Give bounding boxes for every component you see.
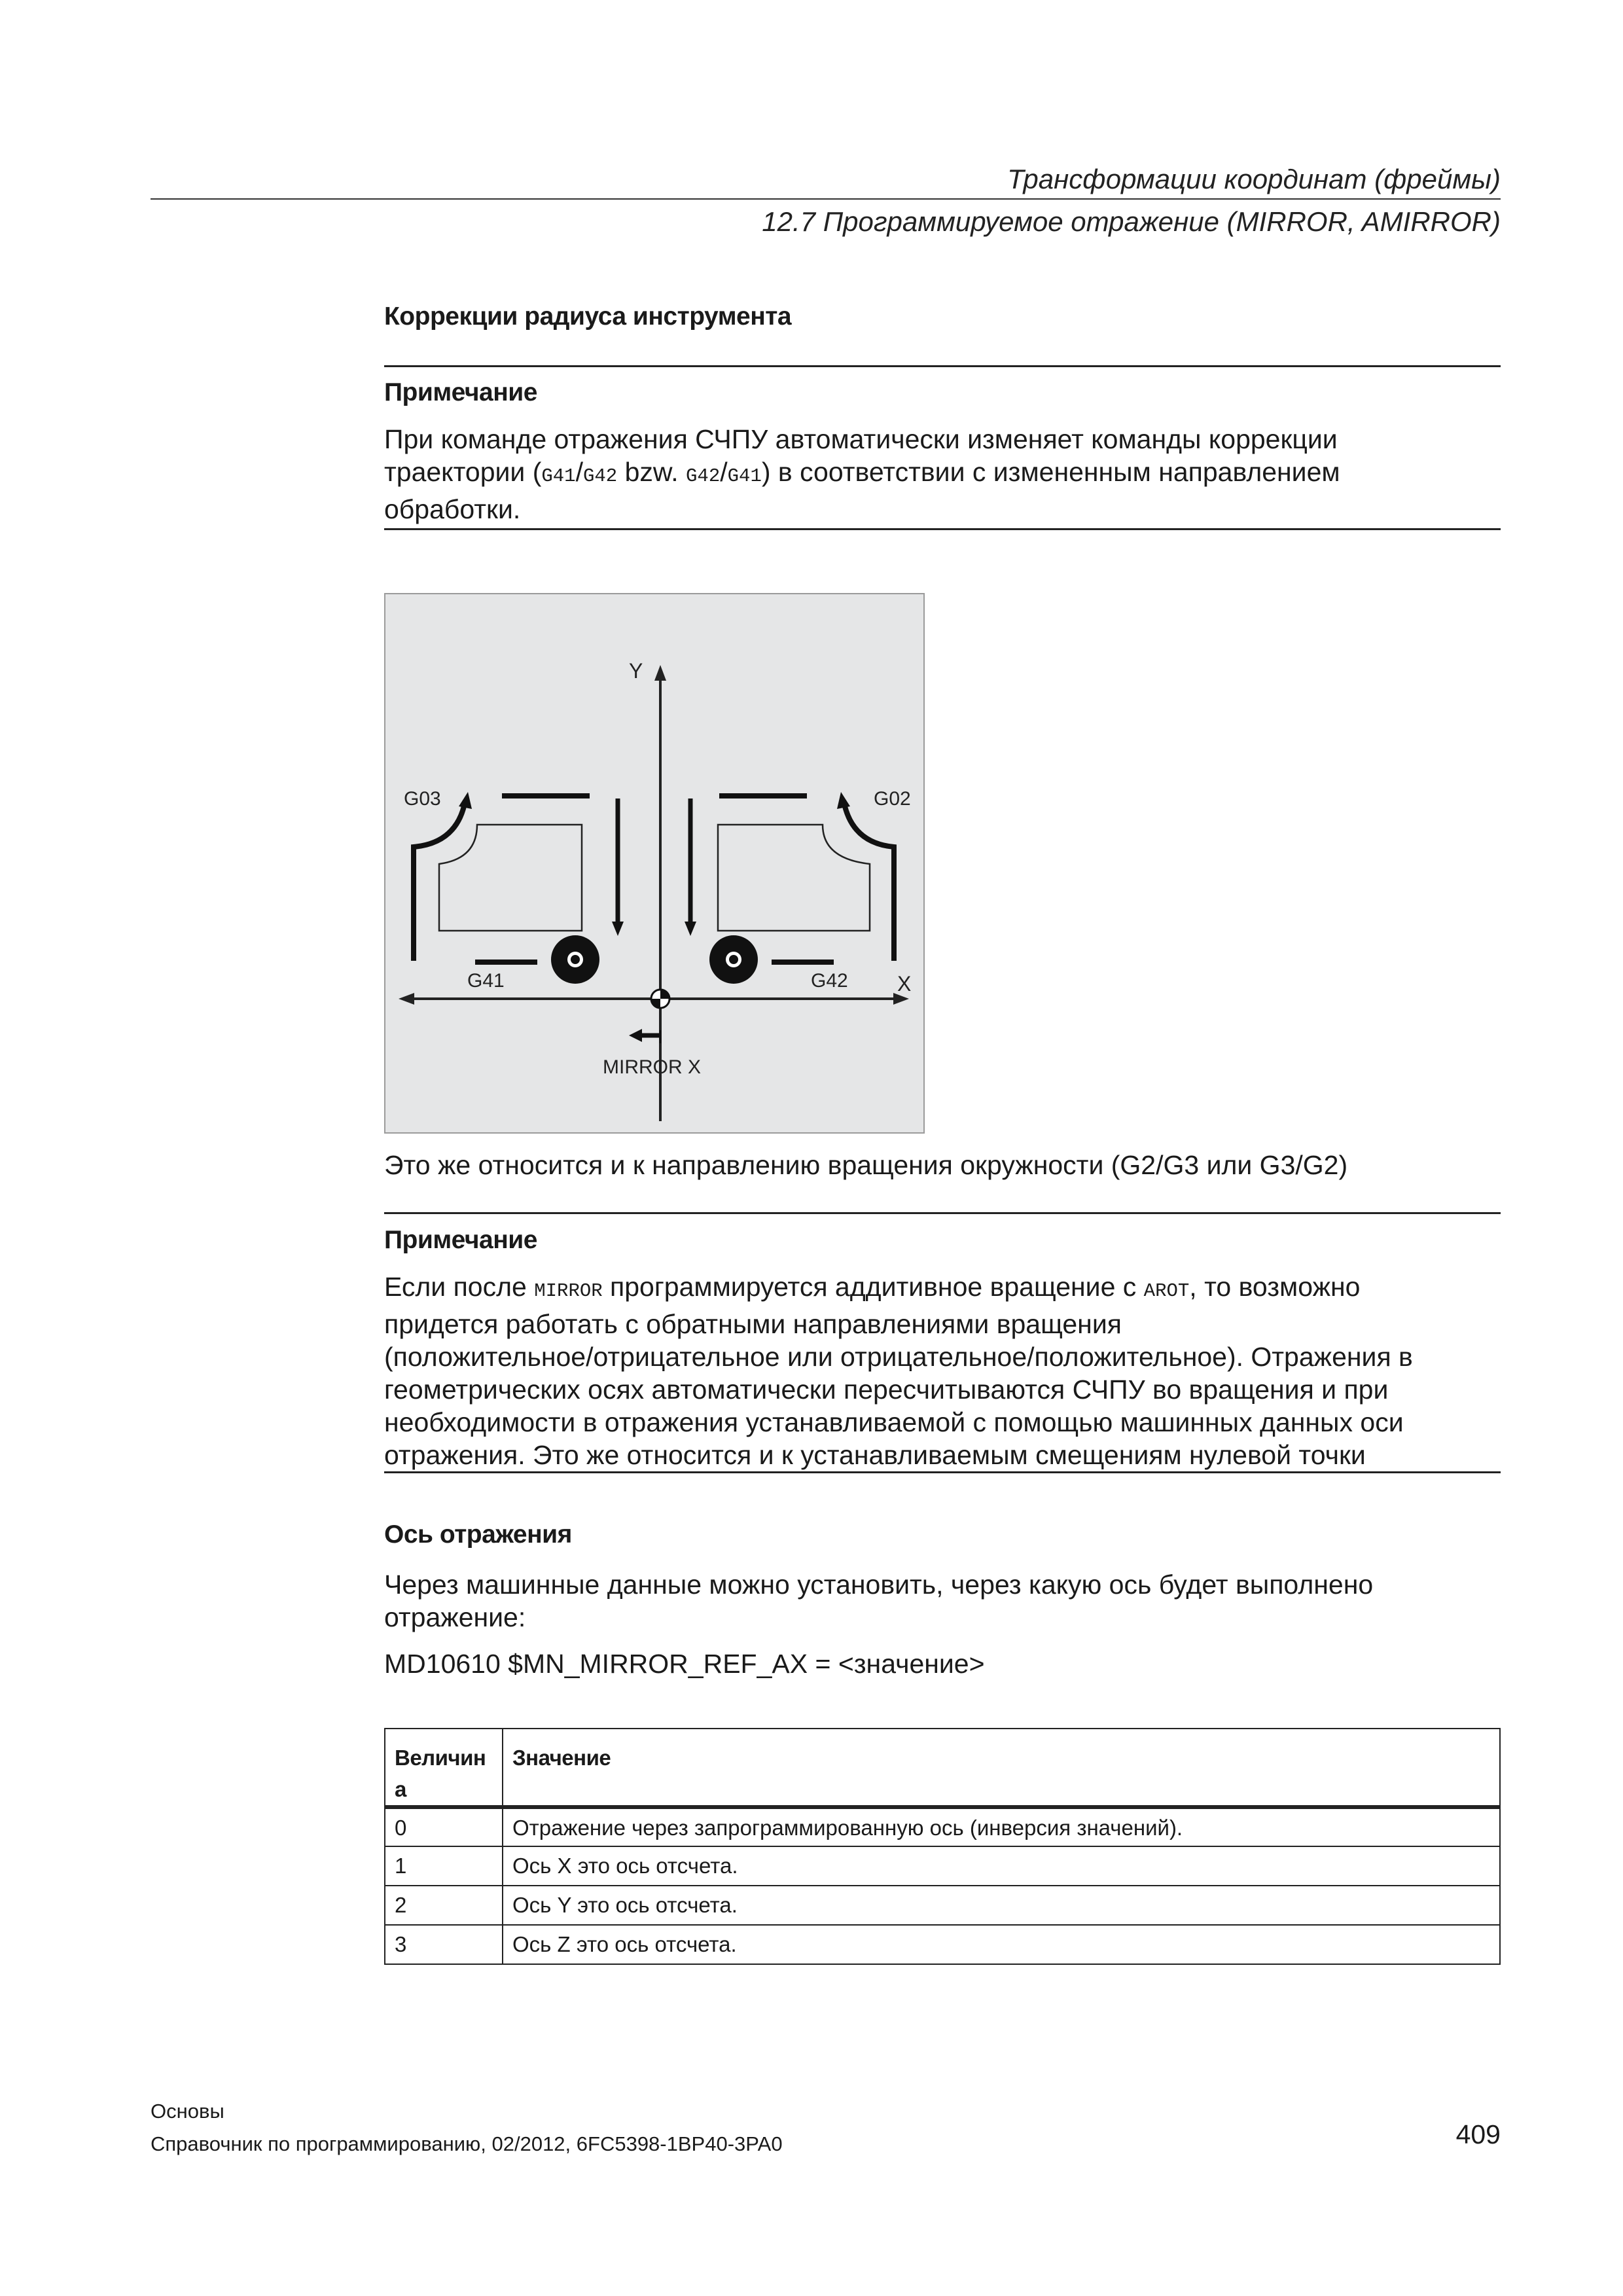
note-line-3: обработки. [384, 494, 521, 524]
note-title: Примечание [384, 378, 537, 406]
mirror-figure [384, 593, 925, 1134]
mirror-axis-paragraph [384, 1568, 1501, 1634]
code-g42: G42 [686, 465, 721, 487]
g41-label: G41 [467, 970, 505, 992]
cell-meaning: Ось Z это ось отсчета. [503, 1925, 1500, 1964]
header-divider [151, 198, 1501, 200]
note2-line-1 [384, 1270, 1501, 1308]
table-row [385, 1846, 1500, 1886]
cell-value: 0 [385, 1807, 503, 1846]
note2-bottom-rule [384, 1471, 1501, 1473]
section-heading-mirror-axis: Ось отражения [384, 1520, 572, 1549]
code-g41: G41 [541, 465, 576, 487]
note2-top-rule [384, 1212, 1501, 1214]
note2-text: Если после [384, 1272, 535, 1302]
note-text: ) в соответствии с измененным направлением [761, 457, 1340, 487]
table-row [385, 1807, 1500, 1846]
note-top-rule [384, 365, 1501, 367]
table-header-row [385, 1729, 1500, 1807]
cell-meaning: Ось X это ось отсчета. [503, 1846, 1500, 1886]
note2-line-4: геометрических осях автоматически пересчитываются СЧПУ во вращения и при [384, 1374, 1389, 1405]
running-header-section: 12.7 Программируемое отражение (MIRROR, AMIRROR) [762, 206, 1501, 237]
col-header-value-line1: Величин [395, 1746, 486, 1770]
right-tool-path [844, 800, 894, 961]
machine-data-line: MD10610 $MN_MIRROR_REF_AX = <значение> [384, 1649, 985, 1679]
cell-value: 3 [385, 1925, 503, 1964]
code-mirror: MIRROR [534, 1280, 603, 1302]
slash: / [575, 457, 583, 487]
note-line-2 [384, 456, 1501, 493]
g02-label: G02 [874, 788, 911, 810]
cell-meaning: Отражение через запрограммированную ось (инверсия значений). [503, 1807, 1500, 1846]
note2-line-3: (положительное/отрицательное или отрицательное/положительное). Отражения в [384, 1342, 1413, 1372]
circle-direction-sentence: Это же относится и к направлению вращения окружности (G2/G3 или G3/G2) [384, 1150, 1348, 1180]
col-header-value-line2: а [395, 1777, 406, 1801]
code-g42: G42 [582, 465, 618, 487]
x-axis-label: X [897, 972, 912, 996]
running-header-chapter: Трансформации координат (фреймы) [1007, 164, 1501, 194]
mirror-ref-axis-table [384, 1728, 1501, 1965]
col-header-value [385, 1729, 503, 1807]
note2-line-5: необходимости в отражения устанавливаемой с помощью машинных данных оси [384, 1407, 1404, 1437]
table-row [385, 1925, 1500, 1964]
note-text: траектории ( [384, 457, 542, 487]
cell-meaning: Ось Y это ось отсчета. [503, 1886, 1500, 1925]
mirror-diagram [385, 594, 923, 1132]
mirror-arrow-head [629, 1029, 642, 1042]
note2-line-2: придется работать с обратными направлениями вращения [384, 1309, 1122, 1339]
note-text: bzw. [617, 457, 687, 487]
footer-manual-ref: Справочник по программированию, 02/2012, 6FC5398-1BP40-3PA0 [151, 2132, 783, 2155]
note-body [384, 423, 1501, 526]
left-direction-arrow [612, 922, 624, 936]
cell-value: 2 [385, 1886, 503, 1925]
g03-label: G03 [404, 788, 441, 810]
x-axis-left-arrow [399, 993, 414, 1005]
col-header-meaning: Значение [503, 1729, 1500, 1807]
mirror-axis-line-2: отражение: [384, 1602, 526, 1632]
footer-book-part: Основы [151, 2100, 224, 2123]
code-arot: AROT [1143, 1280, 1190, 1302]
page-number: 409 [1455, 2119, 1501, 2149]
note2-text: программируется аддитивное вращение с [602, 1272, 1144, 1302]
note-line-1: При команде отражения СЧПУ автоматически изменяет команды коррекции [384, 424, 1338, 454]
mirror-x-label: MIRROR X [603, 1056, 701, 1078]
table-row [385, 1886, 1500, 1925]
right-path-arrowhead [837, 792, 850, 809]
note-bottom-rule [384, 528, 1501, 530]
note2-line-6: отражения. Это же относится и к устанавливаемым смещениям нулевой точки [384, 1440, 1366, 1470]
y-axis-arrow [654, 665, 666, 681]
cell-value: 1 [385, 1846, 503, 1886]
y-axis-label: Y [629, 659, 643, 683]
left-path-arrowhead [459, 792, 472, 809]
right-workpiece-contour [718, 825, 870, 931]
note2-body [384, 1270, 1501, 1471]
slash: / [720, 457, 728, 487]
left-workpiece-contour [439, 825, 582, 931]
section-heading-tool-radius: Коррекции радиуса инструмента [384, 302, 792, 331]
mirror-axis-line-1: Через машинные данные можно установить, через какую ось будет выполнено [384, 1570, 1374, 1600]
note2-text: , то возможно [1189, 1272, 1361, 1302]
code-g41: G41 [727, 465, 762, 487]
right-direction-arrow [685, 922, 696, 936]
g42-label: G42 [811, 970, 848, 992]
note2-title: Примечание [384, 1226, 537, 1254]
